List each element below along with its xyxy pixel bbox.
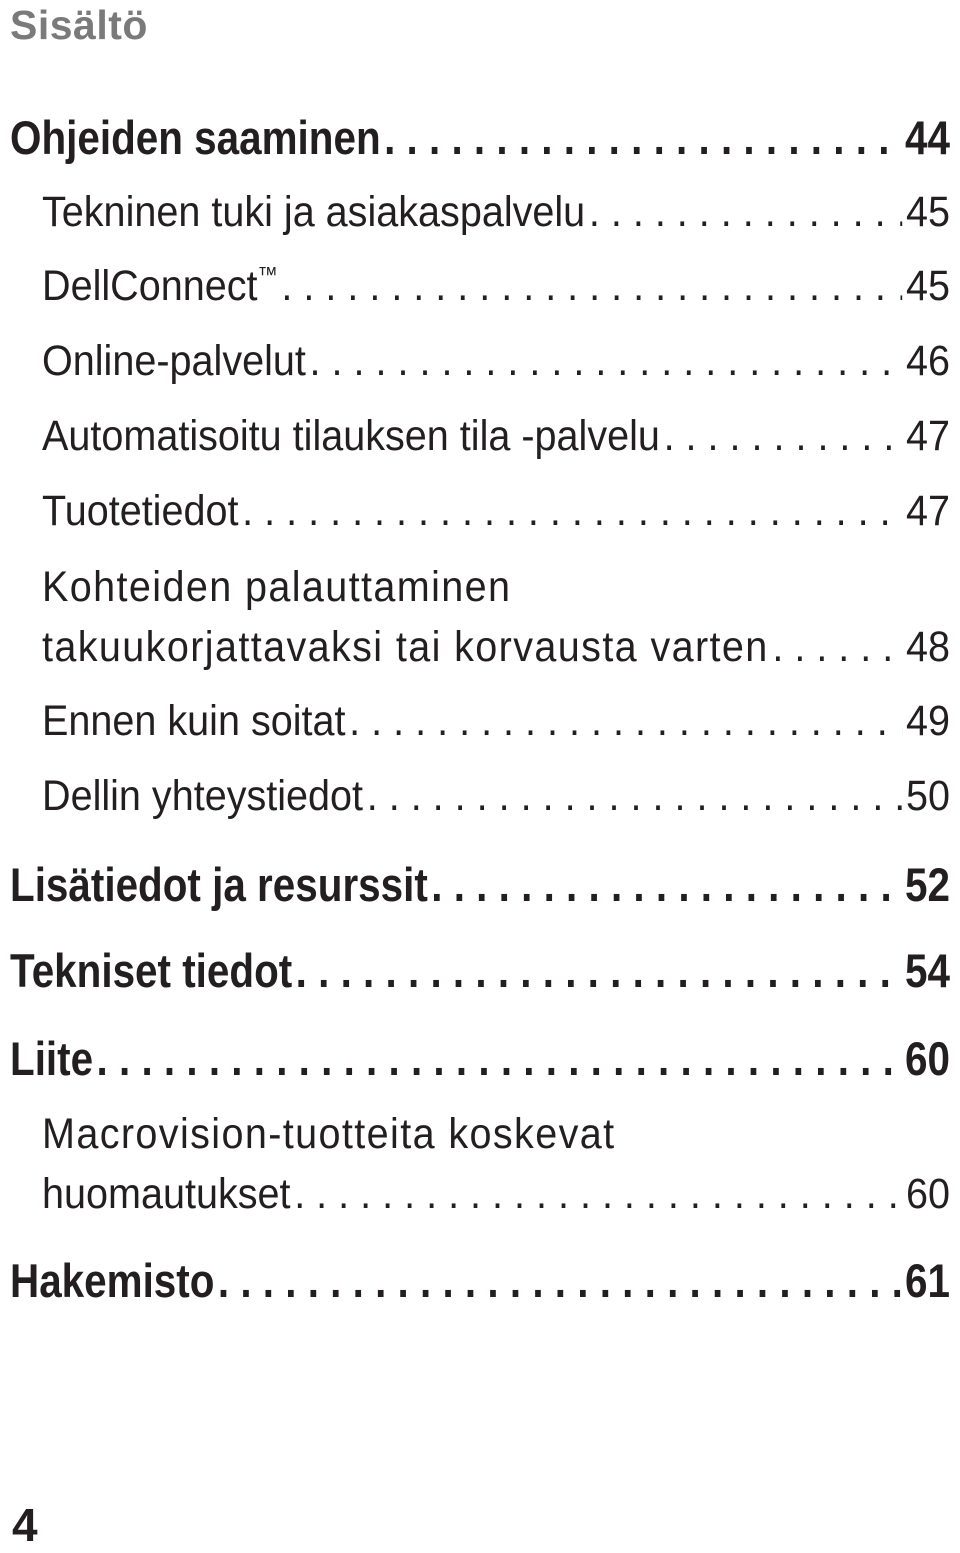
toc-entry-label: Tuotetiedot: [42, 487, 239, 535]
toc-entry-hakemisto[interactable]: [10, 1253, 950, 1308]
toc-entry-lisatiedot[interactable]: [10, 857, 950, 912]
toc-entry-label: DellConnect™: [42, 262, 278, 310]
toc-entry-macrovision-line1[interactable]: Macrovision-tuotteita koskevat: [42, 1110, 616, 1158]
toc-entry-label: Hakemisto: [10, 1254, 215, 1307]
toc-page-number: 46: [906, 337, 951, 385]
toc-entry-automatisoitu[interactable]: [42, 412, 950, 461]
toc-entry-kohteiden-line1[interactable]: Kohteiden palauttaminen: [42, 563, 512, 611]
toc-entry-dellconnect[interactable]: [42, 262, 950, 311]
toc-entry-ennen-kuin-soitat[interactable]: [42, 697, 950, 746]
toc-page-number: 49: [906, 697, 951, 745]
toc-entry-label: Tekninen tuki ja asiakaspalvelu: [42, 188, 586, 236]
section-title: Sisältö: [10, 2, 148, 48]
toc-entry-dellin-yhteystiedot[interactable]: [42, 772, 950, 821]
toc-page-number: 48: [906, 623, 951, 671]
toc-page-number: 60: [905, 1032, 950, 1085]
toc-page-number: 61: [905, 1254, 950, 1307]
toc-entry-liite[interactable]: [10, 1031, 950, 1086]
toc-entry-label: Ennen kuin soitat: [42, 697, 346, 745]
toc-page-number: 54: [905, 944, 950, 997]
toc-page-number: 50: [906, 772, 951, 820]
trademark-symbol: ™: [257, 262, 278, 287]
dot-leader: [296, 943, 902, 998]
toc-entry-tuotetiedot[interactable]: [42, 487, 950, 536]
dot-leader: [294, 1170, 902, 1219]
dot-leader: [589, 188, 902, 237]
toc-page-number: 60: [906, 1170, 951, 1218]
dot-leader: [281, 262, 902, 311]
toc-entry-label: Ohjeiden saaminen: [10, 111, 381, 164]
toc-entry-tekninen-tuki[interactable]: [42, 188, 950, 237]
dot-leader: [384, 110, 902, 165]
dot-leader: [431, 857, 901, 912]
page-number: 4: [12, 1499, 38, 1551]
toc-entry-tekniset-tiedot[interactable]: [10, 943, 950, 998]
dot-leader: [367, 772, 903, 821]
dot-leader: [349, 697, 902, 746]
toc-entry-label: Lisätiedot ja resurssit: [10, 858, 428, 911]
dot-leader: [772, 623, 902, 672]
dot-leader: [664, 412, 903, 461]
dot-leader: [242, 487, 902, 536]
toc-entry-label: Online-palvelut: [42, 337, 306, 385]
toc-entry-label: takuukorjattavaksi tai korvausta varten: [42, 623, 769, 671]
toc-entry-macrovision[interactable]: [42, 1170, 950, 1219]
toc-entry-label: Automatisoitu tilauksen tila -palvelu: [42, 412, 660, 460]
toc-page-number: 52: [905, 858, 950, 911]
toc-page-number: 47: [906, 412, 951, 460]
toc-page-number: 45: [906, 262, 951, 310]
toc-page-number: 45: [906, 188, 951, 236]
toc-entry-label: huomautukset: [42, 1170, 291, 1218]
dot-leader: [97, 1031, 902, 1086]
toc-entry-label: Liite: [10, 1032, 94, 1085]
dot-leader: [310, 337, 903, 386]
toc-entry-online-palvelut[interactable]: [42, 337, 950, 386]
dot-leader: [218, 1253, 902, 1308]
toc-entry-ohjeiden-saaminen[interactable]: [10, 110, 950, 165]
toc-entry-kohteiden[interactable]: [42, 623, 950, 672]
toc-page-number: 47: [906, 487, 951, 535]
toc-entry-label: Dellin yhteystiedot: [42, 772, 364, 820]
toc-page-number: 44: [905, 111, 950, 164]
toc-entry-label: Tekniset tiedot: [10, 944, 293, 997]
